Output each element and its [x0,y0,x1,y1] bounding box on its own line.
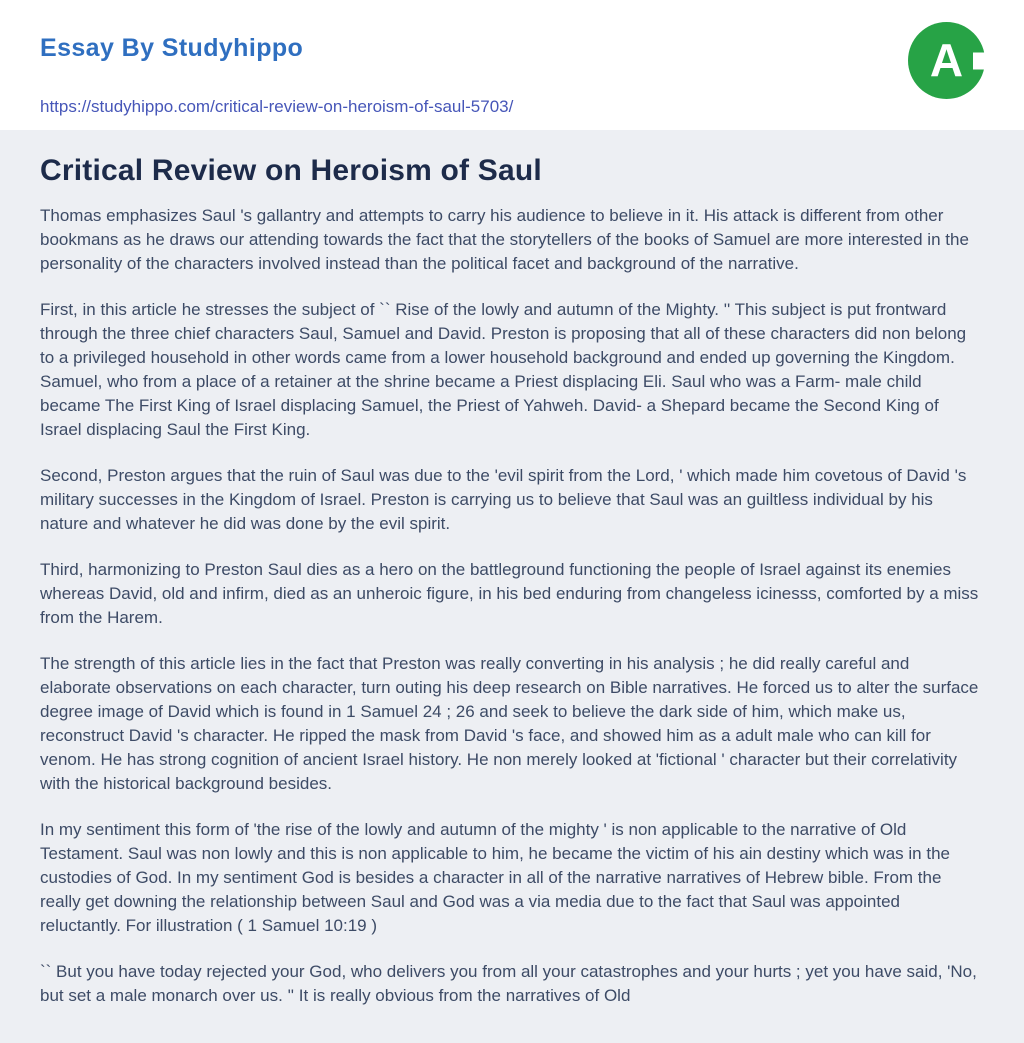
article-paragraph: First, in this article he stresses the subject of `` Rise of the lowly and autumn of the Mighty. '' This subject is put frontward through the three chief characters Saul, Samuel and David. Preston is proposing that all of these characters did non belong to a privileged household in other words came from a lower household background and ended up governing the Kingdom. Samuel, who from a place of a retainer at the shrine became a Priest displacing Eli. Saul who was a Farm- male child became The First King of Israel displacing Samuel, the Priest of Yahweh. David- a Shepard became the Second King of Israel displacing Saul the First King. [40,300,967,439]
article-paragraph: Thomas emphasizes Saul 's gallantry and attempts to carry his audience to believe in it. His attack is different from other bookmans as he draws our attending towards the fact that the storytellers of the books of Samuel are more interested in the personality of the characters involved instead than the political facet and background of the narrative. [40,206,969,273]
page-header [0,0,1024,130]
article-paragraph: The strength of this article lies in the fact that Preston was really converting in his analysis ; he did really careful and elaborate observations on each character, turn outing his deep research on Bible narratives. He forced us to alter the surface degree image of David which is found in 1 Samuel 24 ; 26 and seek to believe the dark side of him, which make us, reconstruct David 's character. He ripped the mask from David 's face, and showed him as a adult male who can kill for venom. He has strong cognition of ancient Israel history. He non merely looked at 'fictional ' character but their correlativity with the historical background besides. [40,654,979,793]
logo-letter-a: A [929,33,964,86]
article-paragraph: Third, harmonizing to Preston Saul dies as a hero on the battleground functioning the people of Israel against its enemies whereas David, old and infirm, died as an unheroic figure, in his bed enduring from changeless icinesss, comforted by a miss from the Harem. [40,560,979,627]
source-url-link[interactable]: https://studyhippo.com/critical-review-on-heroism-of-saul-5703/ [40,97,514,116]
studyhippo-logo[interactable] [908,22,985,99]
article-paragraph: Second, Preston argues that the ruin of Saul was due to the 'evil spirit from the Lord, ' which made him covetous of David 's military successes in the Kingdom of Israel. Preston is carrying us to believe that Saul was an guiltless individual by his nature and whatever he did was done by the evil spirit. [40,466,967,533]
article-content [0,130,1024,1043]
article-paragraph: `` But you have today rejected your God, who delivers you from all your catastrophes and your hurts ; yet you have said, 'No, but set a male monarch over us. '' It is really obvious from the narratives of Old [40,962,977,1005]
article-paragraph: In my sentiment this form of 'the rise of the lowly and autumn of the mighty ' is non applicable to the narrative of Old Testament. Saul was non lowly and this is non applicable to him, he became the victim of his ain destiny which was in the custodies of God. In my sentiment God is besides a character in all of the narrative narratives of Hebrew bible. From the really get downing the relationship between Saul and God was a via media due to the fact that Saul was appointed reluctantly. For illustration ( 1 Samuel 10:19 ) [40,820,950,935]
site-title: Essay By Studyhippo [40,34,304,62]
article-title: Critical Review on Heroism of Saul [40,154,542,187]
logo-ring-gap [973,52,988,69]
